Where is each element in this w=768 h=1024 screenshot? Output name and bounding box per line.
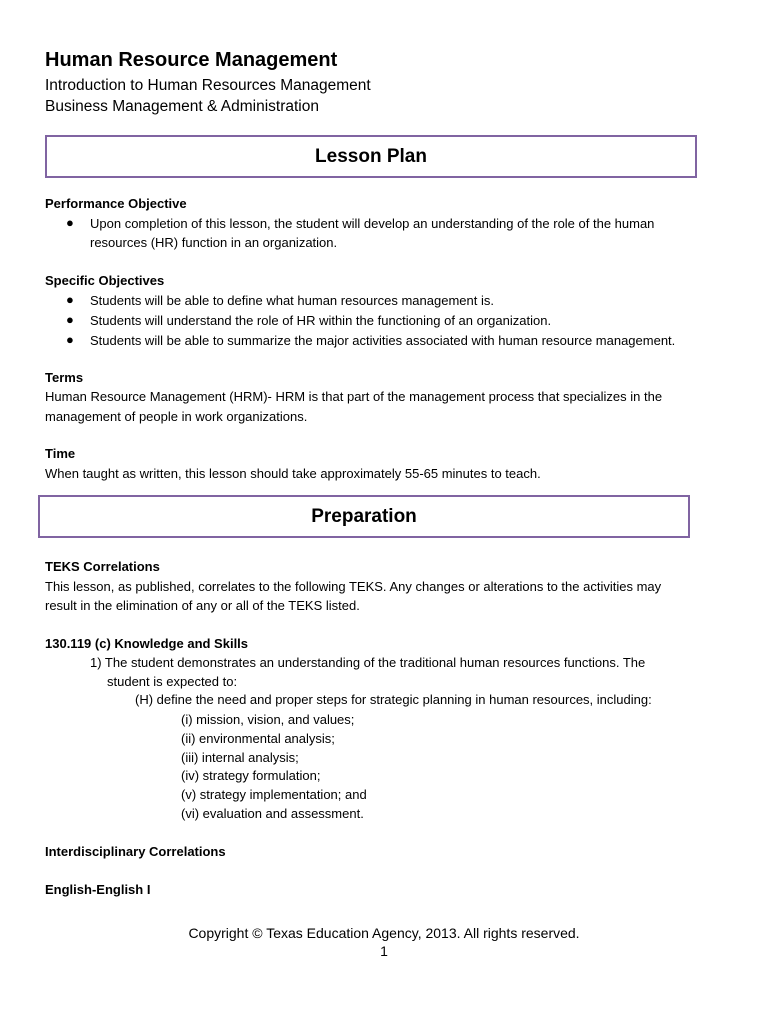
specific-objective-item: Students will be able to define what human resources management is. <box>90 293 494 308</box>
knowledge-subitem: (v) strategy implementation; and <box>181 787 367 802</box>
specific-objectives-label: Specific Objectives <box>45 273 165 288</box>
bullet-icon: ● <box>66 215 74 230</box>
terms-definition-line-1: Human Resource Management (HRM)- HRM is that part of the management process that specializes in the <box>45 389 663 404</box>
teks-text-line-1: This lesson, as published, correlates to the following TEKS. Any changes or alterations to the activities may <box>45 579 662 594</box>
specific-objective-item: Students will be able to summarize the major activities associated with human resource management. <box>90 333 676 348</box>
teks-correlations-label: TEKS Correlations <box>45 559 160 574</box>
knowledge-subitem: (ii) environmental analysis; <box>181 731 335 746</box>
performance-objective-line-2: resources (HR) function in an organization. <box>90 235 338 250</box>
time-text: When taught as written, this lesson should take approximately 55-65 minutes to teach. <box>45 466 541 481</box>
bullet-icon: ● <box>66 312 74 327</box>
teks-text-line-2: result in the elimination of any or all of the TEKS listed. <box>45 598 360 613</box>
performance-objective-label: Performance Objective <box>45 196 187 211</box>
page-number: 1 <box>380 943 388 959</box>
english-label: English-English I <box>45 882 151 897</box>
knowledge-item-line-2: student is expected to: <box>107 674 238 689</box>
knowledge-subitem: (iii) internal analysis; <box>181 750 299 765</box>
knowledge-subitem: (vi) evaluation and assessment. <box>181 806 364 821</box>
knowledge-skills-label: 130.119 (c) Knowledge and Skills <box>45 636 249 651</box>
performance-objective-line-1: Upon completion of this lesson, the student will develop an understanding of the role of the human <box>90 216 655 231</box>
preparation-heading-box <box>38 495 690 538</box>
knowledge-subitem: (iv) strategy formulation; <box>181 768 321 783</box>
knowledge-subitem-h: (H) define the need and proper steps for strategic planning in human resources, including: <box>135 692 652 707</box>
document-title: Human Resource Management <box>45 49 338 71</box>
bullet-icon: ● <box>66 292 74 307</box>
time-label: Time <box>45 446 76 461</box>
preparation-heading: Preparation <box>311 505 417 527</box>
cluster-subtitle: Business Management & Administration <box>45 98 319 115</box>
copyright-footer: Copyright © Texas Education Agency, 2013. All rights reserved. <box>188 925 580 941</box>
specific-objective-item: Students will understand the role of HR within the functioning of an organization. <box>90 313 552 328</box>
knowledge-subitem: (i) mission, vision, and values; <box>181 712 355 727</box>
lesson-plan-heading: Lesson Plan <box>315 145 427 167</box>
terms-label: Terms <box>45 370 84 385</box>
terms-definition-line-2: management of people in work organizations. <box>45 409 308 424</box>
bullet-icon: ● <box>66 332 74 347</box>
interdisciplinary-label: Interdisciplinary Correlations <box>45 844 226 859</box>
course-subtitle: Introduction to Human Resources Management <box>45 77 371 94</box>
knowledge-item-line-1: 1) The student demonstrates an understanding of the traditional human resources functions. The <box>90 655 646 670</box>
lesson-plan-heading-box <box>45 135 697 178</box>
